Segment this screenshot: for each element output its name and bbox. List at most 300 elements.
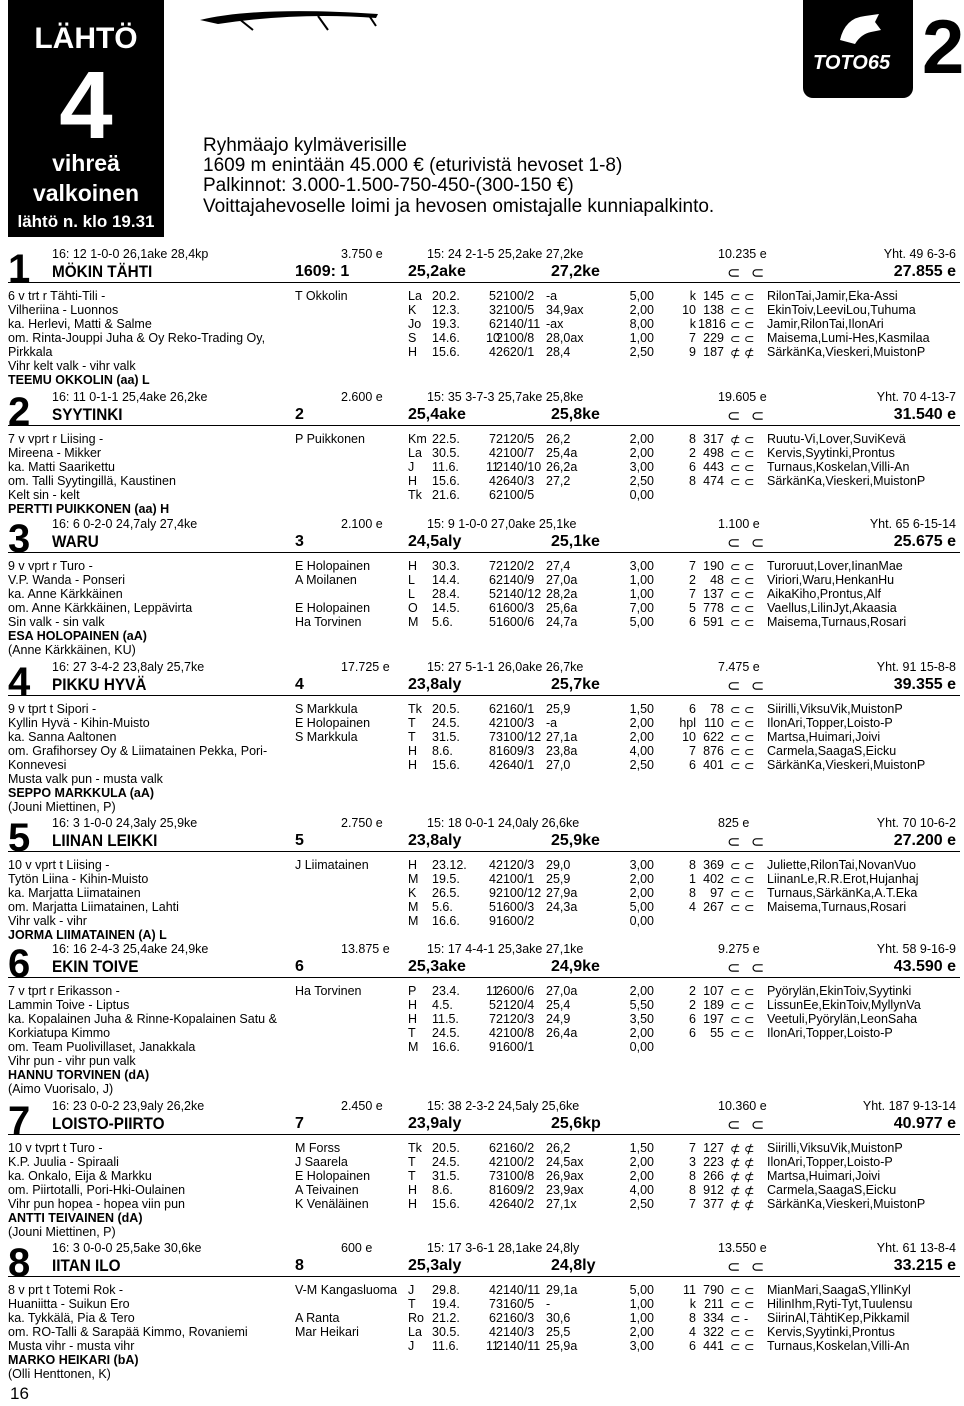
start-cell: 5 <box>489 289 496 303</box>
money-2016: 2.100 e <box>341 517 383 531</box>
start-cell: 474 <box>703 474 724 488</box>
horse-separator <box>8 1134 960 1135</box>
start-cell: SärkänKa,Vieskeri,MuistonP <box>767 758 926 772</box>
start-cell: 4 <box>489 858 496 872</box>
money-2016: 2.600 e <box>341 390 383 404</box>
money-2016: 600 e <box>341 1241 373 1255</box>
start-cell: 27,9a <box>546 886 578 900</box>
start-cell: 0,00 <box>629 914 654 928</box>
start-cell: 1,00 <box>629 587 654 601</box>
start-cell: 23.4. <box>432 984 460 998</box>
start-cell: 8,00 <box>629 317 654 331</box>
start-driver: A Moilanen <box>295 573 357 587</box>
horse-info-line: Kyllin Hyvä - Kihin-Muisto <box>8 716 150 730</box>
start-cell: T <box>408 1297 416 1311</box>
start-cell: 7 <box>489 1297 496 1311</box>
start-cell: 2120/4 <box>496 998 535 1012</box>
start-cell: 2,00 <box>629 1026 654 1040</box>
start-cell: 2,00 <box>629 1169 654 1183</box>
total-stats: Yht. 91 15-8-8 <box>876 660 956 674</box>
shoe-icons: ⊂ ⊂ <box>730 475 755 489</box>
start-cell: 266 <box>703 1169 724 1183</box>
start-cell: 11.5. <box>432 1012 459 1026</box>
shoe-icons: ⊂ ⊂ <box>730 1326 755 1340</box>
start-cell: S <box>408 331 417 345</box>
start-cell: 20.2. <box>432 289 460 303</box>
start-cell: Siirilli,ViksuVik,MuistonP <box>767 702 903 716</box>
start-cell: 16.6. <box>432 914 460 928</box>
start-cell: -ax <box>546 317 564 331</box>
start-cell: 2100/2 <box>496 289 535 303</box>
shoe-icons: ⊂ ⊂ <box>730 1298 755 1312</box>
intro-line-3: Palkinnot: 3.000-1.500-750-450-(300-150 €) <box>203 175 574 196</box>
shoe-icons: ⊂ ⊂ <box>730 616 755 630</box>
start-cell: Martsa,Huimari,Joivi <box>767 1169 881 1183</box>
start-cell: 2140/3 <box>496 1325 535 1339</box>
start-cell: 26,2 <box>546 1141 571 1155</box>
horse-info-line: ka. Anne Kärkkäinen <box>8 587 123 601</box>
horse-info-line: ka. Onkalo, Eija & Markku <box>8 1169 152 1183</box>
track-number: 2 <box>295 406 304 423</box>
start-cell: 5 <box>689 601 696 615</box>
total-stats: Yht. 49 6-3-6 <box>883 247 956 261</box>
horse-name: MÖKIN TÄHTI <box>52 262 153 281</box>
start-cell: 5,00 <box>629 615 654 629</box>
start-cell: 2140/12 <box>496 587 542 601</box>
stats-2016: 16: 3 1-0-0 24,3aly 25,9ke <box>52 816 198 830</box>
start-cell: 6 <box>489 601 496 615</box>
start-cell: H <box>408 1183 418 1197</box>
intro-line-2: 1609 m enintään 45.000 € (eturivistä hevoset 1-8) <box>203 155 623 176</box>
start-cell: 11 <box>486 460 499 474</box>
start-cell: 8 <box>689 1183 696 1197</box>
horse-separator <box>8 282 960 283</box>
record-volt: 25,1ke <box>551 533 600 550</box>
money-2016: 2.450 e <box>341 1099 383 1113</box>
start-cell: 2,00 <box>629 716 654 730</box>
total-stats: Yht. 58 9-16-9 <box>876 942 956 956</box>
trainer-name: (Anne Kärkkäinen, KU) <box>8 643 136 657</box>
start-cell: La <box>408 1325 422 1339</box>
start-cell: 6 <box>489 573 496 587</box>
shoe-icons: ⊄ ⊄ <box>730 1184 755 1198</box>
horse-info-line: 10 v tvprt t Turo - <box>8 1141 103 1155</box>
horse-info-line: 10 v vprt t Liising - <box>8 858 110 872</box>
start-cell: 2140/11 <box>496 1283 541 1297</box>
horse-name: LIINAN LEIKKI <box>52 831 158 850</box>
horse-info-line: Vilheriina - Luonnos <box>8 303 119 317</box>
horse-info-line: Vihr pun - vihr pun valk <box>8 1054 136 1068</box>
shoe-icons: ⊂ ⊂ <box>730 461 755 475</box>
start-cell: 30,6 <box>546 1311 571 1325</box>
driver-name: MARKO HEIKARI (bA) <box>8 1353 139 1367</box>
start-cell: 3160/5 <box>496 1297 535 1311</box>
start-cell: SiirinAl,TähtiKep,Pikkamil <box>767 1311 910 1325</box>
record-auto: 23,9aly <box>408 1115 462 1132</box>
start-cell: 8 <box>689 1311 696 1325</box>
start-cell: 5.6. <box>432 615 453 629</box>
horse-info-line: Lammin Toive - Liptus <box>8 998 130 1012</box>
start-cell: 2,50 <box>629 758 654 772</box>
horse-separator <box>8 552 960 553</box>
start-cell: SärkänKa,Vieskeri,MuistonP <box>767 474 926 488</box>
earnings-total: 43.590 e <box>893 958 956 975</box>
start-cell: 2100/3 <box>496 716 535 730</box>
start-cell: 19.3. <box>432 317 460 331</box>
start-cell: 24,9 <box>546 1012 571 1026</box>
start-cell: 2140/9 <box>496 573 535 587</box>
start-cell: 9 <box>489 914 496 928</box>
track-number: 6 <box>295 958 304 975</box>
shoe-icons: ⊄ ⊄ <box>730 1198 755 1212</box>
start-cell: 5 <box>489 900 496 914</box>
start-cell: 6 <box>689 615 696 629</box>
record-auto: 24,5aly <box>408 533 462 550</box>
shoe-icons: ⊂ ⊂ <box>730 1013 755 1027</box>
horse-name: EKIN TOIVE <box>52 957 139 976</box>
start-cell: 2 <box>689 446 696 460</box>
start-cell: 6 <box>489 317 496 331</box>
start-cell: 2,50 <box>629 474 654 488</box>
horse-info-line: K.P. Juulia - Spiraali <box>8 1155 119 1169</box>
start-cell: 25,4a <box>546 446 578 460</box>
start-cell: 0,00 <box>629 488 654 502</box>
driver-name: ESA HOLOPAINEN (aA) <box>8 629 147 643</box>
start-cell: 2,00 <box>629 1155 654 1169</box>
shoe-icons: ⊂ ⊂ <box>730 1340 755 1354</box>
start-cell: H <box>408 758 418 772</box>
start-cell: 11 <box>683 1283 696 1297</box>
start-driver: E Holopainen <box>295 559 371 573</box>
start-cell: 2,00 <box>629 730 654 744</box>
earnings-total: 27.200 e <box>893 832 956 849</box>
start-cell: Martsa,Huimari,Joivi <box>767 730 881 744</box>
start-cell: 24,7a <box>546 615 578 629</box>
horse-info-line: om. Team Puolivillaset, Janakkala <box>8 1040 196 1054</box>
start-cell: 2100/7 <box>496 446 535 460</box>
race-color-2: valkoinen <box>32 180 140 206</box>
start-cell: 2120/2 <box>496 559 535 573</box>
start-driver: K Venäläinen <box>295 1197 369 1211</box>
start-cell: 7 <box>689 1197 696 1211</box>
total-stats: Yht. 70 4-13-7 <box>876 390 956 404</box>
start-cell: 2120/3 <box>496 858 535 872</box>
start-cell: 11 <box>486 984 499 998</box>
start-cell: 8 <box>689 474 696 488</box>
shoe-icons: ⊂ ⊂ <box>727 265 768 282</box>
start-cell: 110 <box>704 716 724 730</box>
start-cell: 322 <box>703 1325 724 1339</box>
start-cell: 24.5. <box>432 1155 460 1169</box>
start-cell: 31.5. <box>432 730 460 744</box>
start-cell: 6 <box>689 702 696 716</box>
start-driver: Ha Torvinen <box>295 984 362 998</box>
total-stats: Yht. 65 6-15-14 <box>869 517 956 531</box>
start-cell: 5.6. <box>432 900 453 914</box>
horse-info-line: 9 v vprt r Turo - <box>8 559 93 573</box>
start-cell: 2140/11 <box>496 1339 541 1353</box>
start-number: 3 <box>8 517 31 561</box>
shoe-icons: ⊄ ⊄ <box>730 346 755 360</box>
start-cell: 4 <box>489 1325 496 1339</box>
start-driver: S Markkula <box>295 730 358 744</box>
start-cell: 10 <box>682 730 696 744</box>
horse-separator <box>8 1276 960 1277</box>
toto-logo-box <box>803 0 913 98</box>
start-cell: hpl <box>679 716 696 730</box>
start-cell: 5,00 <box>629 1283 654 1297</box>
stats-2016: 16: 27 3-4-2 23,8aly 25,7ke <box>52 660 205 674</box>
shoe-icons: ⊂ ⊂ <box>730 318 755 332</box>
start-cell: Tk <box>408 702 422 716</box>
start-cell: 2100/12 <box>496 886 542 900</box>
start-cell: 317 <box>703 432 724 446</box>
start-cell: 6 <box>489 1311 496 1325</box>
start-cell: 6 <box>689 460 696 474</box>
start-cell: Turnaus,Koskelan,Villi-An <box>767 460 910 474</box>
start-cell: 29,0 <box>546 858 571 872</box>
start-cell: 5,50 <box>629 998 654 1012</box>
start-cell: 2640/3 <box>496 474 535 488</box>
start-cell: 14.4. <box>432 573 460 587</box>
shoe-icons: ⊂ ⊂ <box>730 602 755 616</box>
shoe-icons: ⊂ ⊂ <box>730 759 755 773</box>
start-cell: 27,0a <box>546 573 578 587</box>
start-driver: S Markkula <box>295 702 358 716</box>
start-driver: Mar Heikari <box>295 1325 359 1339</box>
start-cell: H <box>408 559 418 573</box>
shoe-icons: ⊂ ⊂ <box>730 745 755 759</box>
shoe-icons: ⊂ ⊂ <box>730 304 755 318</box>
start-cell: 5 <box>489 587 496 601</box>
page-number: 16 <box>10 1384 29 1403</box>
start-cell: 8 <box>489 744 496 758</box>
start-cell: 401 <box>703 758 724 772</box>
start-cell: 4 <box>489 758 496 772</box>
start-cell: HilinIhm,Ryti-Tyt,Tuulensu <box>767 1297 913 1311</box>
shoe-icons: ⊄ ⊄ <box>730 1142 755 1156</box>
earnings-total: 33.215 e <box>893 1257 956 1274</box>
start-cell: k <box>689 317 696 331</box>
stats-2016: 16: 16 2-4-3 25,4ake 24,9ke <box>52 942 209 956</box>
horse-info-line: om. Talli Syytingillä, Kaustinen <box>8 474 176 488</box>
start-driver: J Saarela <box>295 1155 348 1169</box>
start-cell: 23,8a <box>546 744 578 758</box>
track-number: 5 <box>295 832 304 849</box>
start-cell: 20.5. <box>432 1141 460 1155</box>
start-number: 4 <box>8 660 31 704</box>
record-volt: 25,6kp <box>551 1115 601 1132</box>
start-cell: 1,00 <box>629 331 654 345</box>
start-cell: 5 <box>489 998 496 1012</box>
start-cell: 7 <box>489 1012 496 1026</box>
start-driver: E Holopainen <box>295 1169 371 1183</box>
start-cell: 2140/10 <box>496 460 542 474</box>
start-cell: 441 <box>703 1339 724 1353</box>
start-cell: 2100/5 <box>496 488 535 502</box>
horse-name: SYYTINKI <box>52 405 123 424</box>
money-2015: 13.550 e <box>718 1241 767 1255</box>
horse-info-line: Mireena - Mikker <box>8 446 102 460</box>
shoe-icons: ⊂ ⊂ <box>730 332 755 346</box>
start-cell: 48 <box>710 573 724 587</box>
start-cell: 29,1a <box>546 1283 578 1297</box>
start-cell: Turnaus,SärkänKa,A.T.Eka <box>767 886 918 900</box>
start-cell: SärkänKa,Vieskeri,MuistonP <box>767 345 926 359</box>
start-cell: k <box>689 1297 696 1311</box>
shoe-icons: ⊄ ⊄ <box>730 1170 755 1184</box>
start-cell: 16.6. <box>432 1040 460 1054</box>
start-cell: Veetuli,Pyörylän,LeonSaha <box>767 1012 918 1026</box>
record-auto: 25,3ake <box>408 958 466 975</box>
start-number: 2 <box>8 390 31 434</box>
start-cell: Maisema,Turnaus,Rosari <box>767 900 907 914</box>
start-cell: 1,00 <box>629 1297 654 1311</box>
record-auto: 25,2ake <box>408 263 466 280</box>
shoe-icons: ⊂ ⊂ <box>730 447 755 461</box>
start-cell: L <box>408 587 415 601</box>
start-cell: 223 <box>703 1155 724 1169</box>
start-cell: 2 <box>689 984 696 998</box>
stats-2016: 16: 3 0-0-0 25,5ake 30,6ke <box>52 1241 202 1255</box>
start-cell: 28.4. <box>432 587 460 601</box>
shoe-icons: ⊂ ⊂ <box>730 731 755 745</box>
horse-info-line: ka. Herlevi, Matti & Salme <box>8 317 152 331</box>
start-cell: 8 <box>689 858 696 872</box>
horse-head-icon <box>835 10 885 46</box>
start-cell: 2 <box>689 998 696 1012</box>
start-cell: 7 <box>489 559 496 573</box>
horse-info-line: Vihr pun hopea - hopea viin pun <box>8 1197 185 1211</box>
start-cell: 4 <box>689 1325 696 1339</box>
start-cell: 1609/3 <box>496 744 535 758</box>
money-2015: 7.475 e <box>718 660 760 674</box>
stats-2015: 15: 18 0-0-1 24,0aly 26,6ke <box>427 816 580 830</box>
start-cell: 4 <box>489 872 496 886</box>
start-cell: 2160/2 <box>496 1141 535 1155</box>
start-cell: La <box>408 289 422 303</box>
start-cell: 3100/8 <box>496 1169 535 1183</box>
track-number: 7 <box>295 1115 304 1132</box>
start-cell: 2,50 <box>629 1197 654 1211</box>
record-auto: 23,8aly <box>408 676 462 693</box>
total-stats: Yht. 70 10-6-2 <box>876 816 956 830</box>
start-number: 8 <box>8 1241 31 1285</box>
start-cell: 23.12. <box>432 858 467 872</box>
start-cell: 27,1x <box>546 1197 577 1211</box>
start-cell: T <box>408 1155 416 1169</box>
race-color-1: vihreä <box>52 150 120 176</box>
start-cell: Maisema,Lumi-Hes,Kasmilaa <box>767 331 930 345</box>
start-cell: M <box>408 872 419 886</box>
start-number: 7 <box>8 1099 31 1143</box>
earnings-total: 31.540 e <box>893 406 956 423</box>
horse-info-line: om. Marjatta Liimatainen, Lahti <box>8 900 179 914</box>
horse-info-line: ka. Marjatta Liimatainen <box>8 886 141 900</box>
start-cell: Carmela,SaagaS,Eicku <box>767 744 897 758</box>
start-cell: 22.5. <box>432 432 460 446</box>
start-cell: 127 <box>703 1141 724 1155</box>
start-cell: 2,00 <box>629 984 654 998</box>
start-cell: 4,00 <box>629 1183 654 1197</box>
money-2016: 13.875 e <box>341 942 390 956</box>
start-cell: 30.3. <box>432 559 460 573</box>
start-cell: M <box>408 1040 419 1054</box>
money-2016: 17.725 e <box>341 660 390 674</box>
earnings-total: 27.855 e <box>893 263 956 280</box>
start-cell: -a <box>546 289 558 303</box>
start-cell: 591 <box>703 615 724 629</box>
start-cell: 14.5. <box>432 601 460 615</box>
start-cell: Ro <box>408 1311 424 1325</box>
start-cell: 27,2 <box>546 474 571 488</box>
start-cell: 145 <box>703 289 724 303</box>
start-cell: Pyörylän,EkinToiv,Syytinki <box>767 984 912 998</box>
start-cell: 27,4 <box>546 559 571 573</box>
start-cell: 229 <box>703 331 724 345</box>
start-cell: 14.6. <box>432 331 460 345</box>
shoe-icons: ⊂ ⊂ <box>730 588 755 602</box>
start-cell: 8 <box>689 432 696 446</box>
record-volt: 25,8ke <box>551 406 600 423</box>
start-cell: 10 <box>486 331 500 345</box>
start-cell: Maisema,Turnaus,Rosari <box>767 615 907 629</box>
start-cell: Siirilli,ViksuVik,MuistonP <box>767 1141 903 1155</box>
start-cell: 1,50 <box>629 702 654 716</box>
horse-info-line: ka. Sanna Aaltonen <box>8 730 117 744</box>
driver-name: TEEMU OKKOLIN (aa) L <box>8 373 150 387</box>
start-number: 5 <box>8 816 31 860</box>
horse-info-line: 8 v prt t Totemi Rok - <box>8 1283 124 1297</box>
start-cell: 2,00 <box>629 303 654 317</box>
start-cell: 137 <box>703 587 724 601</box>
start-cell: 2,00 <box>629 432 654 446</box>
horse-info-line: 9 v tprt t Sipori - <box>8 702 97 716</box>
start-cell: 912 <box>703 1183 724 1197</box>
start-cell: 2,00 <box>629 1325 654 1339</box>
start-cell: RilonTai,Jamir,Eka-Assi <box>767 289 898 303</box>
start-cell: 27,1a <box>546 730 578 744</box>
stats-2015: 15: 9 1-0-0 27,0ake 25,1ke <box>427 517 577 531</box>
start-driver: A Teivainen <box>295 1183 359 1197</box>
start-cell: Jamir,RilonTai,IlonAri <box>767 317 884 331</box>
start-cell: 3100/12 <box>496 730 542 744</box>
start-cell: 9 <box>489 886 496 900</box>
start-cell: 8.6. <box>432 1183 453 1197</box>
start-cell: 2120/5 <box>496 432 535 446</box>
stats-2015: 15: 35 3-7-3 25,7ake 25,8ke <box>427 390 584 404</box>
start-cell: 23,9ax <box>546 1183 584 1197</box>
start-cell: 9 <box>689 345 696 359</box>
stats-2016: 16: 12 1-0-0 26,1ake 28,4kp <box>52 247 209 261</box>
stats-2015: 15: 38 2-3-2 24,5aly 25,6ke <box>427 1099 580 1113</box>
start-cell: Tk <box>408 1141 422 1155</box>
start-cell: 8 <box>689 1169 696 1183</box>
start-cell: 3,00 <box>629 460 654 474</box>
start-cell: 15.6. <box>432 1197 460 1211</box>
stats-2016: 16: 11 0-1-1 25,4ake 26,2ke <box>52 390 208 404</box>
start-cell: IlonAri,Topper,Loisto-P <box>767 716 893 730</box>
earnings-total: 40.977 e <box>893 1115 956 1132</box>
driver-name: JORMA LIIMATAINEN (A) L <box>8 928 167 942</box>
start-cell: 15.6. <box>432 345 460 359</box>
start-cell: Ruutu-Vi,Lover,SuviKevä <box>767 432 906 446</box>
start-cell: 97 <box>710 886 724 900</box>
driver-name: SEPPO MARKKULA (aA) <box>8 786 155 800</box>
start-cell: AikaKiho,Prontus,Alf <box>767 587 881 601</box>
start-cell: 24,3a <box>546 900 578 914</box>
start-cell: H <box>408 744 418 758</box>
